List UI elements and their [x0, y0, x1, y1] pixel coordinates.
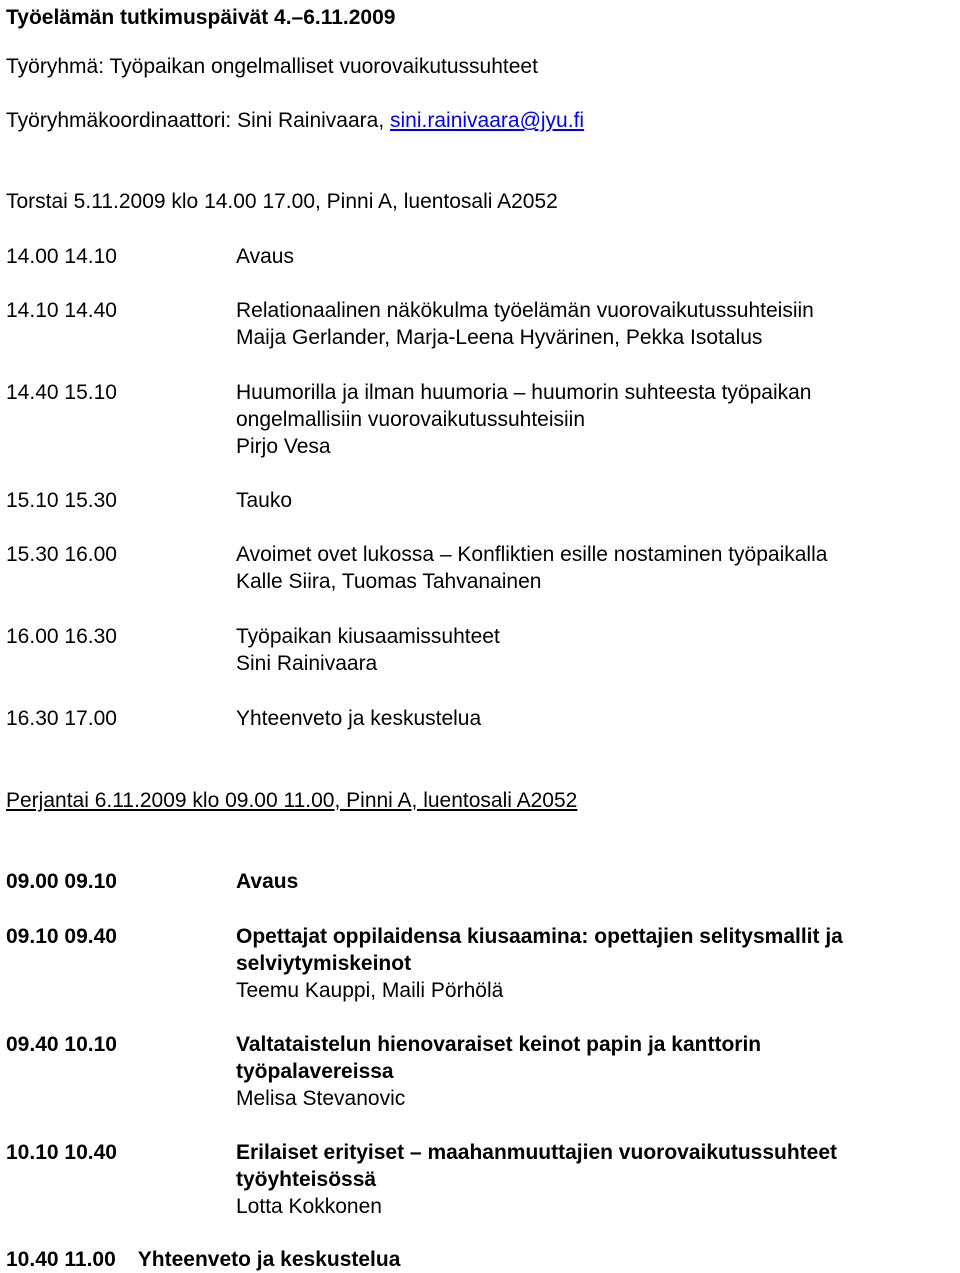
thursday-heading: Torstai 5.11.2009 klo 14.00 17.00, Pinni A, luentosali A2052 [6, 190, 558, 213]
session-title-line-1: Erilaiset erityiset – maahanmuuttajien vuorovaikutussuhteet [236, 1141, 838, 1164]
session-time: 09.00 09.10 [6, 870, 117, 893]
session-time: 14.40 15.10 [6, 381, 117, 404]
session-time: 16.30 17.00 [6, 707, 117, 730]
session-speaker: Pirjo Vesa [236, 435, 331, 458]
session-speaker: Kalle Siira, Tuomas Tahvanainen [236, 570, 542, 593]
session-title: Työpaikan kiusaamissuhteet [236, 625, 500, 648]
session-time: 15.30 16.00 [6, 543, 117, 566]
session-speaker: Maija Gerlander, Marja-Leena Hyvärinen, Pekka Isotalus [236, 326, 763, 349]
coordinator-label: Työryhmäkoordinaattori: Sini Rainivaara, [6, 109, 391, 132]
session-title-line-1: Opettajat oppilaidensa kiusaamina: opettajien selitysmallit ja [236, 925, 843, 948]
session-time: 10.10 10.40 [6, 1141, 117, 1164]
session-time: 15.10 15.30 [6, 489, 117, 512]
session-time: 09.40 10.10 [6, 1033, 117, 1056]
friday-heading: Perjantai 6.11.2009 klo 09.00 11.00, Pinni A, luentosali A2052 [6, 789, 578, 812]
session-title: Avoimet ovet lukossa – Konfliktien esille nostaminen työpaikalla [236, 543, 828, 566]
session-time: 10.40 11.00 [6, 1248, 116, 1271]
session-title-line-2: työyhteisössä [236, 1168, 377, 1191]
session-speaker: Sini Rainivaara [236, 652, 378, 675]
session-title-line-1: Huumorilla ja ilman huumoria – huumorin suhteesta työpaikan [236, 381, 812, 404]
session-title: Avaus [236, 870, 299, 893]
session-speaker: Teemu Kauppi, Maili Pörhölä [236, 979, 504, 1002]
session-title: Tauko [236, 489, 293, 512]
session-speaker: Melisa Stevanovic [236, 1087, 406, 1110]
session-title-line-2: ongelmallisiin vuorovaikutussuhteisiin [236, 408, 586, 431]
session-title-line-1: Valtataistelun hienovaraiset keinot papin ja kanttorin [236, 1033, 762, 1056]
session-title: Relationaalinen näkökulma työelämän vuorovaikutussuhteisiin [236, 299, 814, 322]
friday-session-5 [6, 1246, 400, 1273]
session-time: 09.10 09.40 [6, 925, 117, 948]
session-title: Yhteenveto ja keskustelua [236, 707, 482, 730]
session-speaker: Lotta Kokkonen [236, 1195, 382, 1218]
session-time: 14.10 14.40 [6, 299, 117, 322]
coordinator-line [6, 107, 584, 134]
session-title: Yhteenveto ja keskustelua [137, 1248, 401, 1271]
session-title: Avaus [236, 245, 294, 268]
workgroup-title: Työryhmä: Työpaikan ongelmalliset vuorovaikutussuhteet [6, 55, 538, 78]
session-title-line-2: selviytymiskeinot [236, 952, 412, 975]
session-title-line-2: työpalavereissa [236, 1060, 394, 1083]
session-time: 14.00 14.10 [6, 245, 117, 268]
event-title: Työelämän tutkimuspäivät 4.–6.11.2009 [6, 6, 396, 29]
session-time: 16.00 16.30 [6, 625, 117, 648]
coordinator-email-link[interactable]: sini.rainivaara@jyu.fi [390, 109, 585, 132]
